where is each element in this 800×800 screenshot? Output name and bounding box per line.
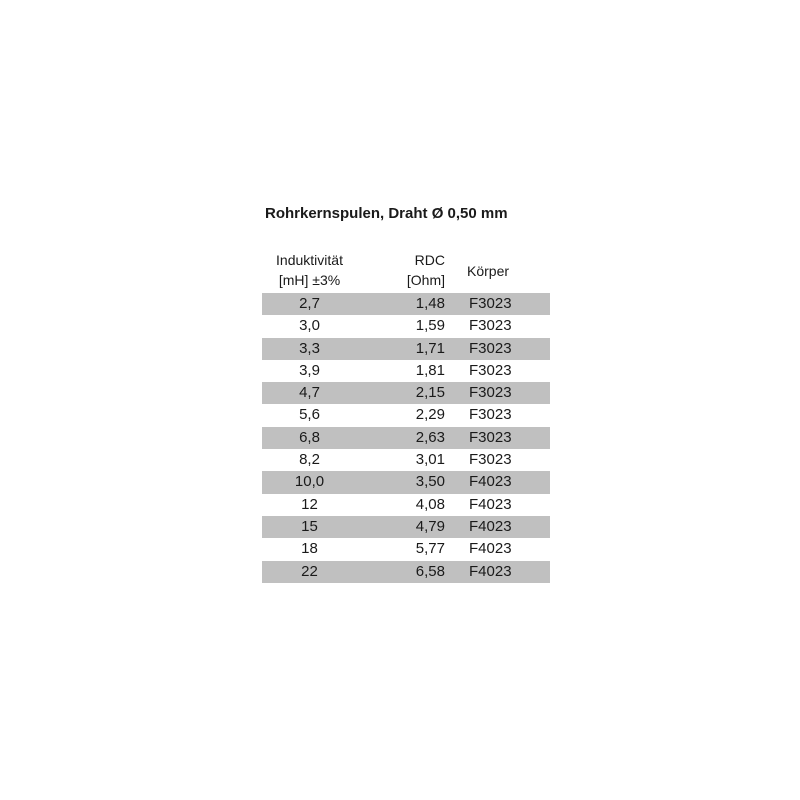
cell-rdc: 3,50 (415, 473, 445, 491)
cell-rdc: 6,58 (415, 562, 445, 580)
cell-inductance: 12 (301, 495, 318, 513)
cell-rdc: 1,59 (415, 317, 445, 335)
cell-body: F4023 (469, 562, 512, 580)
cell-rdc: 2,29 (415, 406, 445, 424)
header-inductance (262, 250, 357, 290)
table-row (262, 382, 550, 404)
table-row (262, 471, 550, 493)
table-row (262, 293, 550, 315)
header-inductance-label: Induktivität (276, 252, 343, 268)
header-rdc (382, 250, 445, 290)
table-row (262, 494, 550, 516)
table-row (262, 561, 550, 583)
cell-rdc: 1,71 (415, 339, 445, 357)
cell-rdc: 2,15 (415, 384, 445, 402)
cell-rdc: 4,79 (415, 517, 445, 535)
table-row (262, 427, 550, 449)
header-rdc-label: RDC (414, 252, 445, 268)
table-row (262, 404, 550, 426)
cell-inductance: 3,3 (299, 339, 320, 357)
cell-inductance: 4,7 (299, 384, 320, 402)
cell-body: F4023 (469, 473, 512, 491)
table-row (262, 538, 550, 560)
header-body: Körper (467, 263, 510, 279)
cell-body: F3023 (469, 451, 512, 469)
header-inductance-unit: [mH] ±3% (278, 272, 341, 288)
table-title: Rohrkernspulen, Draht Ø 0,50 mm (265, 205, 508, 222)
cell-inductance: 22 (301, 562, 318, 580)
cell-inductance: 3,0 (299, 317, 320, 335)
cell-body: F3023 (469, 406, 512, 424)
cell-body: F4023 (469, 540, 512, 558)
cell-rdc: 4,08 (415, 495, 445, 513)
cell-body: F3023 (469, 339, 512, 357)
inductor-table (262, 250, 550, 583)
cell-body: F3023 (469, 361, 512, 379)
cell-body: F4023 (469, 517, 512, 535)
cell-rdc: 5,77 (415, 540, 445, 558)
cell-inductance: 15 (301, 517, 318, 535)
cell-rdc: 3,01 (415, 451, 445, 469)
table-row (262, 516, 550, 538)
header-rdc-unit: [Ohm] (406, 272, 445, 288)
cell-rdc: 1,81 (415, 361, 445, 379)
cell-inductance: 8,2 (299, 451, 320, 469)
cell-inductance: 5,6 (299, 406, 320, 424)
cell-body: F3023 (469, 428, 512, 446)
cell-inductance: 3,9 (299, 361, 320, 379)
cell-inductance: 2,7 (299, 295, 320, 312)
table-row (262, 338, 550, 360)
cell-rdc: 2,63 (415, 428, 445, 446)
cell-inductance: 10,0 (294, 473, 325, 491)
cell-body: F3023 (469, 317, 512, 335)
table-header (262, 250, 550, 293)
cell-body: F3023 (469, 295, 512, 312)
cell-inductance: 18 (301, 540, 318, 558)
table-row (262, 449, 550, 471)
cell-body: F4023 (469, 495, 512, 513)
cell-inductance: 6,8 (299, 428, 320, 446)
cell-body: F3023 (469, 384, 512, 402)
table-row (262, 315, 550, 337)
cell-rdc: 1,48 (415, 295, 445, 312)
table-row (262, 360, 550, 382)
table-body (262, 293, 550, 583)
